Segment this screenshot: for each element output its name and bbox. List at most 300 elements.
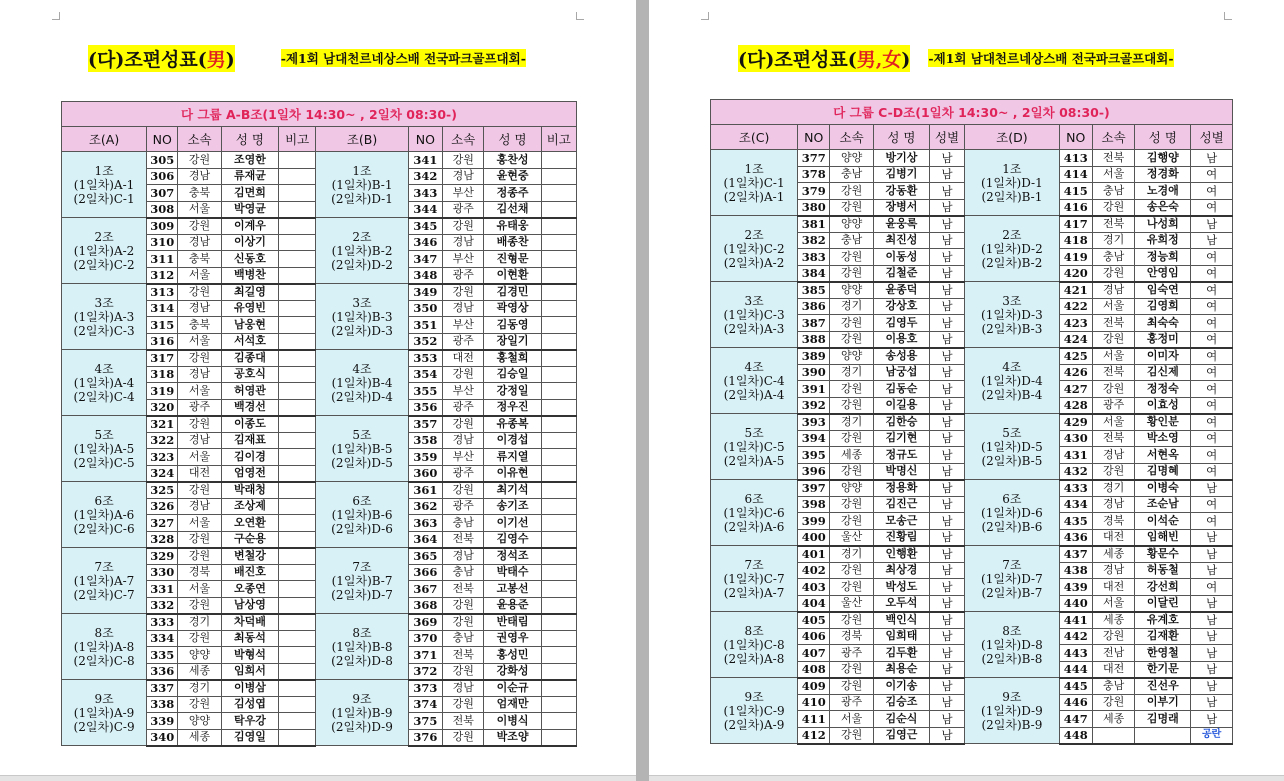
group-label-line: (1일차)D-5	[981, 439, 1043, 454]
group-label-line: 3조	[1002, 293, 1022, 308]
group-label-line: (1일차)B-7	[331, 573, 393, 588]
player-extra: 남	[929, 298, 964, 315]
player-extra: 여	[1191, 513, 1233, 530]
player-extra: 남	[1191, 645, 1233, 662]
player-extra: 남	[929, 463, 964, 480]
group-label-line: 6조	[352, 493, 372, 508]
player-extra	[541, 515, 576, 532]
group-label-line: 5조	[744, 425, 764, 440]
player-name: 정용화	[873, 480, 929, 497]
player-number: 355	[408, 383, 442, 400]
player-affiliation: 강원	[830, 579, 874, 596]
player-number: 392	[798, 397, 830, 414]
player-extra: 공란	[1191, 727, 1233, 744]
player-number: 420	[1059, 265, 1092, 282]
player-number: 426	[1059, 364, 1092, 381]
column-header: 성 명	[873, 125, 929, 150]
page-gap	[636, 0, 649, 781]
group-label-line: (1일차)B-2	[331, 243, 393, 258]
player-extra	[278, 218, 315, 235]
player-extra: 여	[1191, 496, 1233, 513]
column-header: 소속	[1092, 125, 1135, 150]
player-extra: 남	[929, 232, 964, 249]
player-affiliation: 강원	[178, 482, 222, 499]
player-extra: 여	[1191, 199, 1233, 216]
table-row	[62, 680, 577, 697]
player-extra	[278, 647, 315, 664]
player-affiliation: 서울	[178, 449, 222, 466]
player-name: 오종연	[221, 581, 278, 598]
group-label-left	[711, 282, 798, 348]
player-number: 349	[408, 284, 442, 301]
player-affiliation: 서울	[830, 711, 874, 728]
player-extra: 여	[1191, 430, 1233, 447]
page-corner-mark	[701, 12, 709, 20]
group-label-right	[316, 350, 408, 416]
group-label-left	[711, 414, 798, 480]
player-extra	[541, 729, 576, 746]
column-header: 성 명	[1135, 125, 1191, 150]
group-label-right	[316, 680, 408, 746]
player-affiliation: 광주	[442, 465, 484, 482]
player-extra	[541, 465, 576, 482]
player-number: 344	[408, 201, 442, 218]
group-label-line: (2일차)B-3	[981, 321, 1043, 336]
group-label-line: (1일차)C-9	[723, 703, 785, 718]
player-name: 신동호	[221, 251, 278, 268]
player-extra: 남	[929, 480, 964, 497]
player-extra	[541, 284, 576, 301]
player-name: 박조양	[484, 729, 541, 746]
player-number: 382	[798, 232, 830, 249]
player-affiliation: 광주	[830, 694, 874, 711]
group-label-line: (2일차)A-5	[723, 453, 785, 468]
player-name: 최기석	[484, 482, 541, 499]
player-number: 380	[798, 199, 830, 216]
table-row	[62, 416, 577, 433]
player-name: 이기송	[873, 678, 929, 695]
player-name: 김면희	[221, 185, 278, 202]
player-number: 358	[408, 432, 442, 449]
group-label-right	[316, 482, 408, 548]
player-number: 329	[147, 548, 178, 565]
player-number: 424	[1059, 331, 1092, 348]
player-affiliation: 서울	[1092, 595, 1135, 612]
player-extra: 남	[929, 711, 964, 728]
player-affiliation: 경남	[442, 548, 484, 565]
group-label-line: (2일차)A-2	[723, 255, 785, 270]
player-number: 357	[408, 416, 442, 433]
player-affiliation: 강원	[442, 614, 484, 631]
player-name: 조순남	[1135, 496, 1191, 513]
column-header: 소속	[178, 127, 222, 152]
player-name: 엄재만	[484, 696, 541, 713]
group-label-right	[316, 416, 408, 482]
player-number: 317	[147, 350, 178, 367]
player-affiliation: 서울	[178, 581, 222, 598]
group-label-line: (2일차)D-2	[331, 257, 393, 272]
group-label-line: (1일차)D-2	[981, 241, 1043, 256]
group-label-line: 7조	[352, 559, 372, 574]
player-affiliation: 강원	[442, 366, 484, 383]
group-label-right	[965, 348, 1059, 414]
player-affiliation: 양양	[830, 348, 874, 365]
group-label-line: (1일차)A-7	[73, 573, 135, 588]
player-affiliation: 세종	[1092, 546, 1135, 563]
player-affiliation: 강원	[830, 183, 874, 200]
group-label-left	[711, 480, 798, 546]
player-affiliation	[1092, 727, 1135, 744]
player-affiliation: 서울	[178, 267, 222, 284]
group-label-right	[965, 282, 1059, 348]
table-header-row	[62, 127, 577, 152]
player-number: 378	[798, 166, 830, 183]
player-affiliation: 경기	[830, 364, 874, 381]
player-extra: 남	[929, 414, 964, 431]
player-number: 431	[1059, 447, 1092, 464]
title-subtitle: -제1회 남대천르네상스배 전국파크골프대회-	[280, 51, 526, 66]
player-affiliation: 대전	[1092, 579, 1135, 596]
player-extra	[541, 416, 576, 433]
group-label-line: (2일차)C-7	[73, 587, 135, 602]
player-name: 이병숙	[1135, 480, 1191, 497]
player-extra	[541, 581, 576, 598]
player-name: 반태림	[484, 614, 541, 631]
player-name: 박성도	[873, 579, 929, 596]
player-extra	[278, 383, 315, 400]
player-number: 366	[408, 564, 442, 581]
player-name: 김승조	[873, 694, 929, 711]
player-number: 399	[798, 513, 830, 530]
player-number: 347	[408, 251, 442, 268]
player-number: 379	[798, 183, 830, 200]
table-row	[62, 350, 577, 367]
player-name: 홍정미	[1135, 331, 1191, 348]
player-extra: 남	[929, 496, 964, 513]
player-name: 고봉선	[484, 581, 541, 598]
group-label-line: (2일차)A-1	[723, 189, 785, 204]
player-name: 오연환	[221, 515, 278, 532]
player-number: 413	[1059, 150, 1092, 167]
player-name: 한기문	[1135, 661, 1191, 678]
group-label-right	[316, 284, 408, 350]
player-number: 409	[798, 678, 830, 695]
player-name: 이종도	[221, 416, 278, 433]
group-label-right	[316, 614, 408, 680]
player-extra: 남	[929, 694, 964, 711]
player-name: 허영관	[221, 383, 278, 400]
player-extra: 남	[1191, 661, 1233, 678]
player-name: 박영균	[221, 201, 278, 218]
player-number: 381	[798, 216, 830, 233]
title-subtitle: -제1회 남대천르네상스배 전국파크골프대회-	[928, 51, 1174, 66]
player-number: 305	[147, 152, 178, 169]
player-extra	[541, 366, 576, 383]
player-extra: 남	[929, 216, 964, 233]
group-label-line: (2일차)C-6	[73, 521, 135, 536]
player-extra	[278, 729, 315, 746]
player-affiliation: 울산	[830, 595, 874, 612]
group-label-line: (2일차)C-4	[73, 389, 135, 404]
group-label-line: (2일차)C-5	[73, 455, 135, 470]
player-extra: 남	[929, 678, 964, 695]
group-label-line: 5조	[352, 427, 372, 442]
player-extra: 여	[1191, 249, 1233, 266]
player-number: 372	[408, 663, 442, 680]
player-name: 윤용준	[484, 597, 541, 614]
player-number: 428	[1059, 397, 1092, 414]
player-number: 386	[798, 298, 830, 315]
player-name: 남상영	[221, 597, 278, 614]
player-name: 엄영전	[221, 465, 278, 482]
player-number: 345	[408, 218, 442, 235]
player-number: 425	[1059, 348, 1092, 365]
player-name: 이달린	[1135, 595, 1191, 612]
group-label-line: 8조	[94, 625, 114, 640]
player-number: 445	[1059, 678, 1092, 695]
player-name: 백경선	[221, 399, 278, 416]
player-number: 321	[147, 416, 178, 433]
group-label-line: (1일차)D-3	[981, 307, 1043, 322]
player-affiliation: 강원	[178, 284, 222, 301]
player-extra	[541, 630, 576, 647]
player-affiliation: 충남	[442, 564, 484, 581]
group-label-right	[965, 480, 1059, 546]
player-number: 334	[147, 630, 178, 647]
player-extra: 여	[1191, 348, 1233, 365]
player-number: 315	[147, 317, 178, 334]
player-name: 남궁섭	[873, 364, 929, 381]
player-name: 이석순	[1135, 513, 1191, 530]
player-affiliation: 충남	[1092, 249, 1135, 266]
player-number: 390	[798, 364, 830, 381]
group-label-line: 2조	[744, 227, 764, 242]
player-name: 진황림	[873, 529, 929, 546]
player-affiliation: 경남	[178, 432, 222, 449]
player-extra	[278, 482, 315, 499]
player-affiliation: 대전	[1092, 661, 1135, 678]
player-affiliation: 충북	[178, 185, 222, 202]
player-affiliation: 경북	[1092, 513, 1135, 530]
column-header: 조(D)	[965, 125, 1059, 150]
player-extra: 남	[929, 529, 964, 546]
player-name: 박형석	[221, 647, 278, 664]
table-caption: 다 그룹 C-D조(1일차 14:30~ , 2일차 08:30-)	[711, 100, 1233, 125]
player-affiliation: 부산	[442, 251, 484, 268]
player-name: 남웅현	[221, 317, 278, 334]
group-label-line: (1일차)D-4	[981, 373, 1043, 388]
group-label-left	[62, 548, 147, 614]
player-extra	[541, 300, 576, 317]
player-affiliation: 경북	[178, 564, 222, 581]
player-extra: 여	[1191, 166, 1233, 183]
group-label-line: (1일차)C-1	[723, 175, 785, 190]
player-number: 368	[408, 597, 442, 614]
group-label-line: 2조	[1002, 227, 1022, 242]
table-body	[711, 100, 1233, 744]
player-number: 373	[408, 680, 442, 697]
group-label-line: 2조	[352, 229, 372, 244]
player-extra: 여	[1191, 331, 1233, 348]
player-number: 423	[1059, 315, 1092, 332]
player-affiliation: 강원	[830, 265, 874, 282]
player-number: 406	[798, 628, 830, 645]
player-name: 강동환	[873, 183, 929, 200]
player-affiliation: 경남	[442, 680, 484, 697]
group-label-line: (2일차)B-8	[981, 651, 1043, 666]
player-name: 송은숙	[1135, 199, 1191, 216]
player-name: 김영희	[1135, 298, 1191, 315]
player-extra: 남	[929, 397, 964, 414]
player-number: 363	[408, 515, 442, 532]
group-label-right	[316, 152, 408, 218]
group-label-line: (1일차)A-3	[73, 309, 135, 324]
table-row	[711, 216, 1233, 233]
player-extra	[541, 531, 576, 548]
player-number: 325	[147, 482, 178, 499]
player-name: 권영우	[484, 630, 541, 647]
player-name: 강선희	[1135, 579, 1191, 596]
player-name: 최용순	[873, 661, 929, 678]
column-header: 비고	[541, 127, 576, 152]
player-name: 유종복	[484, 416, 541, 433]
player-name: 박소영	[1135, 430, 1191, 447]
player-extra: 남	[1191, 628, 1233, 645]
player-number: 414	[1059, 166, 1092, 183]
player-affiliation: 광주	[442, 333, 484, 350]
group-label-line: 5조	[1002, 425, 1022, 440]
page-title	[738, 46, 1174, 70]
player-number: 311	[147, 251, 178, 268]
player-number: 307	[147, 185, 178, 202]
player-name: 조영한	[221, 152, 278, 169]
player-name: 김영두	[873, 315, 929, 332]
player-affiliation: 강원	[830, 315, 874, 332]
player-number: 376	[408, 729, 442, 746]
player-number: 402	[798, 562, 830, 579]
group-label-line: 7조	[744, 557, 764, 572]
player-name: 김영일	[221, 729, 278, 746]
player-extra	[278, 317, 315, 334]
player-number: 331	[147, 581, 178, 598]
player-affiliation: 광주	[442, 399, 484, 416]
player-affiliation: 대전	[442, 350, 484, 367]
player-affiliation: 충북	[178, 317, 222, 334]
player-name: 차덕배	[221, 614, 278, 631]
player-affiliation: 경남	[1092, 562, 1135, 579]
player-name: 안영임	[1135, 265, 1191, 282]
player-affiliation: 경남	[442, 432, 484, 449]
player-affiliation: 강원	[442, 218, 484, 235]
player-extra	[278, 465, 315, 482]
player-number: 432	[1059, 463, 1092, 480]
player-number: 391	[798, 381, 830, 398]
player-number: 430	[1059, 430, 1092, 447]
group-label-right	[965, 414, 1059, 480]
player-name: 이효성	[1135, 397, 1191, 414]
group-label-line: (1일차)C-2	[723, 241, 785, 256]
player-name: 김승일	[484, 366, 541, 383]
player-affiliation: 강원	[1092, 628, 1135, 645]
player-affiliation: 광주	[1092, 397, 1135, 414]
player-affiliation: 강원	[442, 482, 484, 499]
group-label-line: (2일차)B-2	[981, 255, 1043, 270]
group-label-line: 5조	[94, 427, 114, 442]
group-label-line: (1일차)C-7	[723, 571, 785, 586]
player-affiliation: 세종	[178, 729, 222, 746]
player-name: 변철강	[221, 548, 278, 565]
player-extra	[278, 366, 315, 383]
player-affiliation: 강원	[830, 381, 874, 398]
player-number: 360	[408, 465, 442, 482]
player-name: 이병삼	[221, 680, 278, 697]
player-number: 405	[798, 612, 830, 629]
player-extra: 남	[1191, 711, 1233, 728]
group-label-line: (2일차)B-5	[981, 453, 1043, 468]
player-extra: 여	[1191, 183, 1233, 200]
group-label-line: (1일차)B-6	[331, 507, 393, 522]
player-extra: 여	[1191, 447, 1233, 464]
column-header: NO	[408, 127, 442, 152]
player-extra	[541, 548, 576, 565]
player-name: 탁우강	[221, 713, 278, 730]
player-name: 이순규	[484, 680, 541, 697]
group-label-right	[316, 218, 408, 284]
group-label-line: (2일차)D-9	[331, 719, 393, 734]
player-extra: 남	[929, 381, 964, 398]
player-extra: 남	[1191, 546, 1233, 563]
player-name: 박래청	[221, 482, 278, 499]
player-extra	[278, 284, 315, 301]
player-affiliation: 부산	[442, 383, 484, 400]
player-number: 388	[798, 331, 830, 348]
player-number: 407	[798, 645, 830, 662]
player-extra	[278, 663, 315, 680]
player-affiliation: 서울	[1092, 298, 1135, 315]
player-name: 김종대	[221, 350, 278, 367]
player-number: 437	[1059, 546, 1092, 563]
player-name: 최상경	[873, 562, 929, 579]
player-extra: 남	[929, 562, 964, 579]
player-number: 384	[798, 265, 830, 282]
column-header: 조(C)	[711, 125, 798, 150]
player-extra	[541, 185, 576, 202]
player-name: 백인식	[873, 612, 929, 629]
player-extra	[541, 614, 576, 631]
player-extra: 여	[1191, 298, 1233, 315]
player-affiliation: 광주	[178, 399, 222, 416]
player-name: 서석호	[221, 333, 278, 350]
player-affiliation: 전북	[442, 531, 484, 548]
group-label-line: (2일차)B-4	[981, 387, 1043, 402]
player-name: 임희태	[873, 628, 929, 645]
player-number: 319	[147, 383, 178, 400]
player-affiliation: 강원	[178, 548, 222, 565]
player-number: 416	[1059, 199, 1092, 216]
player-extra	[278, 201, 315, 218]
table-row	[711, 150, 1233, 167]
player-number: 411	[798, 711, 830, 728]
player-extra	[278, 564, 315, 581]
player-extra: 여	[1191, 364, 1233, 381]
group-label-line: (2일차)C-9	[73, 719, 135, 734]
player-affiliation: 강원	[178, 696, 222, 713]
group-label-left	[711, 546, 798, 612]
player-affiliation: 강원	[830, 397, 874, 414]
player-extra: 남	[929, 628, 964, 645]
player-name: 류지열	[484, 449, 541, 466]
player-name: 김순식	[873, 711, 929, 728]
